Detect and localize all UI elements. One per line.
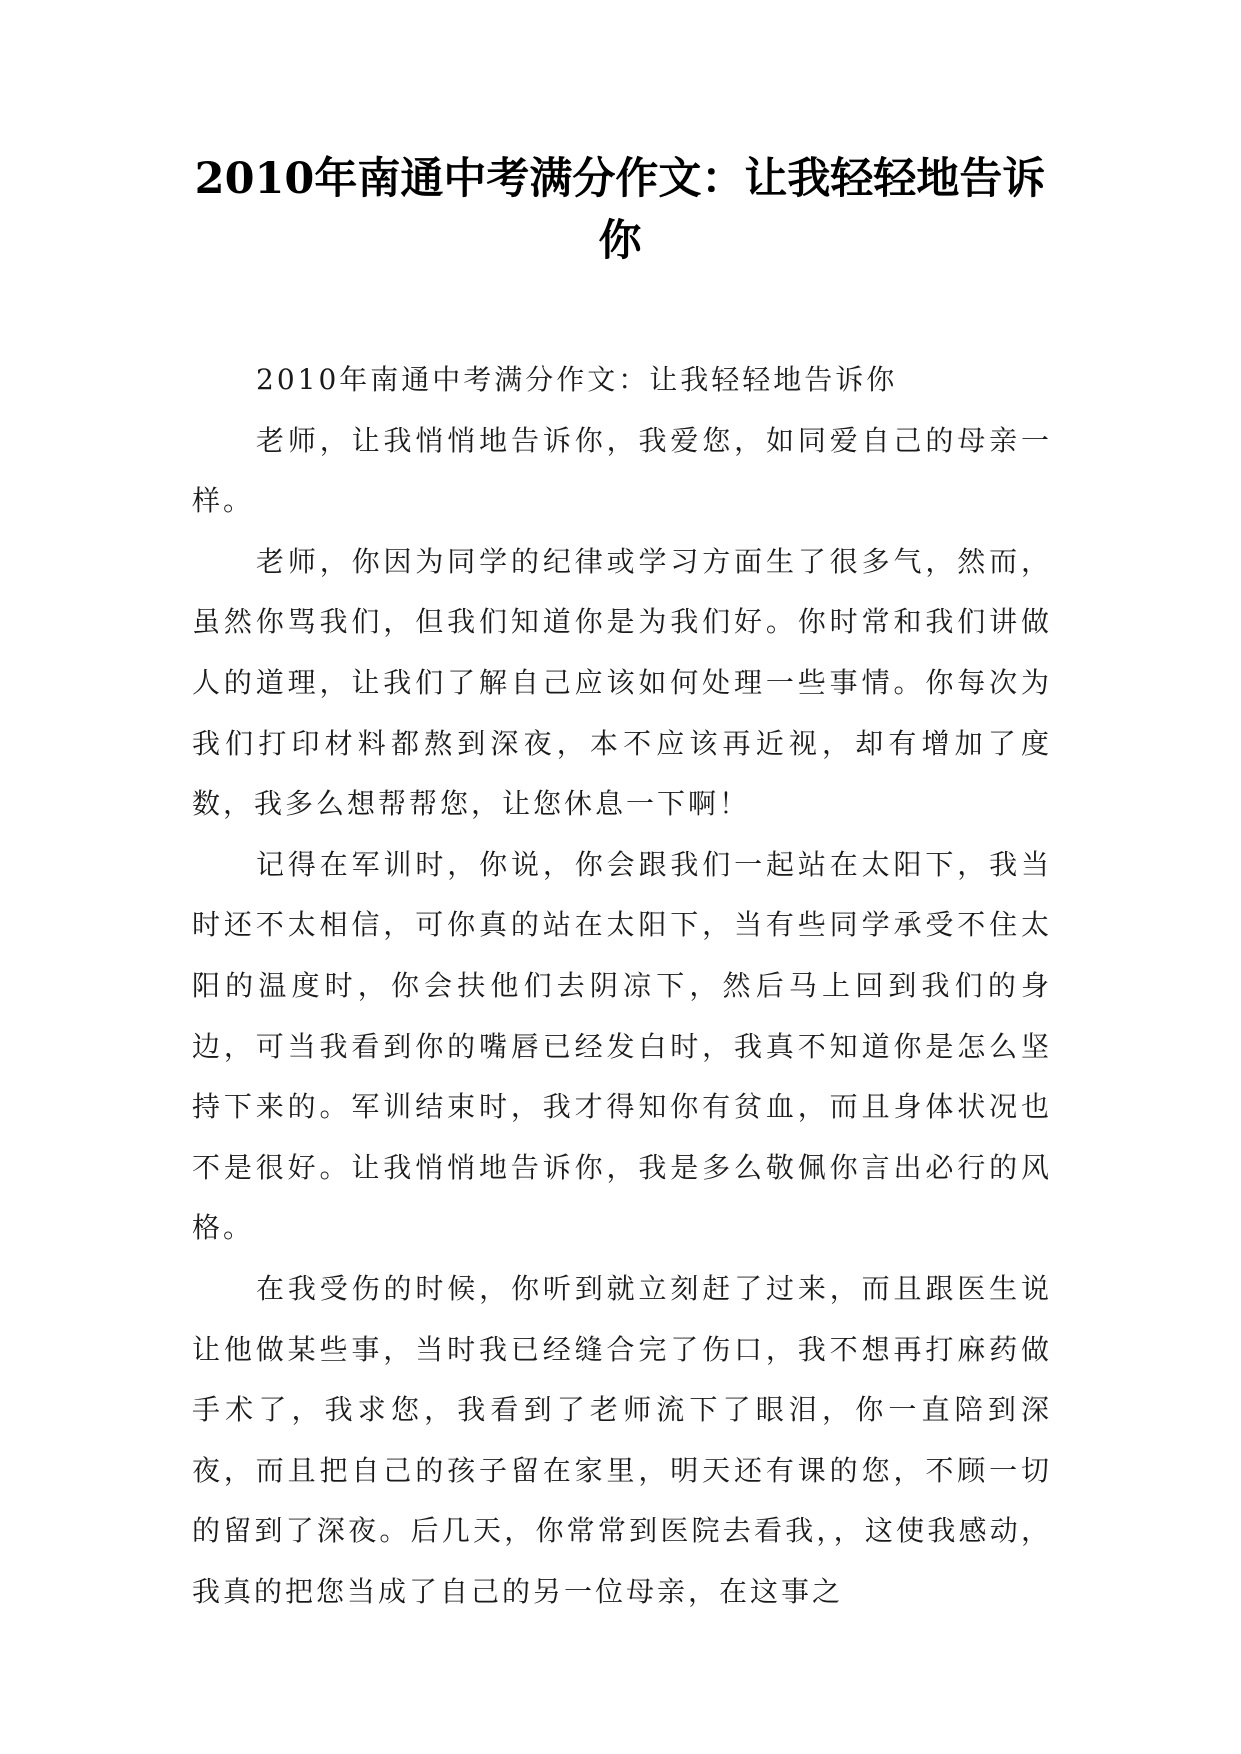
paragraph: 老师，让我悄悄地告诉你，我爱您，如同爱自己的母亲一样。 — [192, 423, 1052, 518]
paragraph: 记得在军训时，你说，你会跟我们一起站在太阳下，我当时还不太相信，可你真的站在太阳下，当有些同学承受不住太阳的温度时，你会扶他们去阴凉下，然后马上回到我们的身边，可当我看到你的嘴唇已经发白时，我真不知道你是怎么坚持下来的。军训结束时，我才得知你有贫血，而且身体状况也不是很好。让我悄悄地告诉你，我是多么敬佩你言出必行的风格。 — [192, 847, 1052, 1245]
paragraph: 2010年南通中考满分作文：让我轻轻地告诉你 — [256, 363, 898, 396]
paragraph: 在我受伤的时候，你听到就立刻赶了过来，而且跟医生说让他做某些事，当时我已经缝合完了伤口，我不想再打麻药做手术了，我求您，我看到了老师流下了眼泪，你一直陪到深夜，而且把自己的孩子留在家里，明天还有课的您，不顾一切的留到了深夜。后几天，你常常到医院去看我，，这使我感动，我真的把您当成了自己的另一位母亲，在这事之 — [192, 1271, 1052, 1608]
document-title: 2010年南通中考满分作文：让我轻轻地告诉你 — [194, 154, 1046, 266]
paragraph: 老师，你因为同学的纪律或学习方面生了很多气，然而，虽然你骂我们，但我们知道你是为我们好。你时常和我们讲做人的道理，让我们了解自己应该如何处理一些事情。你每次为我们打印材料都熬到深夜，本不应该再近视，却有增加了度数，我多么想帮帮您，让您休息一下啊！ — [192, 544, 1052, 821]
document-body — [192, 350, 1052, 1622]
